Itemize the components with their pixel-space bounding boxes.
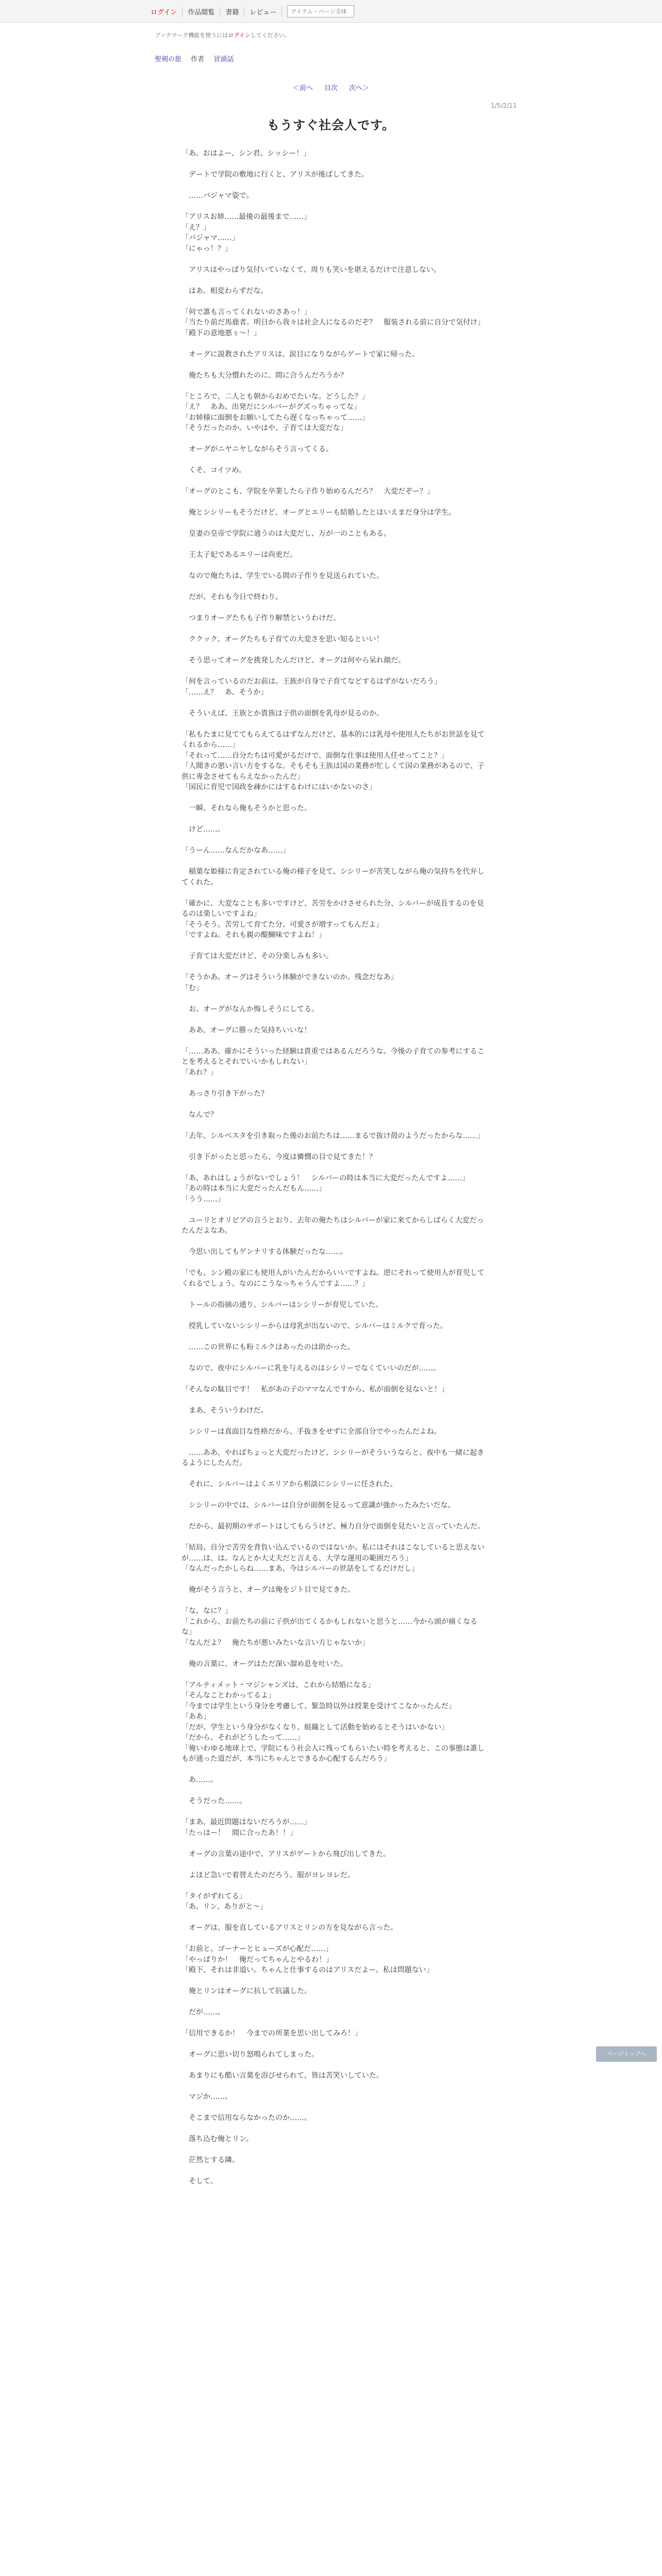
bookmark-notice	[155, 31, 290, 39]
novel-paragraph: あまりにも酷い言葉を浴びせられて、皆は苦笑いしていた。	[181, 2072, 384, 2080]
breadcrumb	[155, 54, 241, 63]
paragraph-spacer	[181, 645, 491, 656]
paragraph-spacer	[181, 360, 491, 370]
novel-paragraph: 王太子妃であるエリーは尚更だ。	[181, 551, 297, 559]
paragraph-spacer	[181, 1331, 491, 1342]
paragraph-spacer	[181, 1490, 491, 1501]
novel-paragraph: つまりオーグたちも子作り解禁というわけだ。	[181, 614, 340, 622]
paragraph-spacer	[181, 835, 491, 846]
top-nav-inner	[145, 4, 354, 19]
novel-paragraph: 稲葉な姫様に肯定されている俺の様子を見て、シシリーが苦笑しながら俺の気持ちを代弁してくれた。	[181, 868, 485, 887]
paragraph-spacer	[181, 201, 491, 212]
novel-paragraph: 俺とリンはオーグに抗して抗議した。	[181, 1987, 311, 1995]
novel-paragraph: 「ところで、二人とも朝からおめでたいな。どうした？」 「え？ ああ、出発だにシルバーがグズっちゃってな」 「お姉様に面倒をお願いしてたら遅くなっちゃって……」 「そうだったのか。いやはや、子育ては大変だな」	[181, 392, 369, 432]
paragraph-spacer	[181, 1014, 491, 1025]
next-chapter-link[interactable]: 次へ＞	[349, 84, 370, 92]
paragraph-spacer	[181, 2103, 491, 2113]
paragraph-spacer	[181, 2145, 491, 2156]
novel-paragraph: 「うーん……なんだかなあ……」	[181, 846, 290, 855]
novel-paragraph: 俺たちも大分慣れたのに、間に合うんだろうか？	[181, 371, 347, 380]
paragraph-spacer	[181, 518, 491, 529]
paragraph-spacer	[181, 1669, 491, 1680]
paragraph-spacer	[181, 698, 491, 708]
paragraph-spacer	[181, 2166, 491, 2177]
novel-paragraph: 「何で誰も言ってくれないのさあっ！」 「当たり前だ馬鹿者。明日から我々は社会人になるのだぞ？ 服装される前に自分で気付け」 「殿下の意地悪ぅ～！」	[181, 308, 485, 337]
chapter-title: もうすぐ社会人です。	[267, 118, 395, 132]
novel-paragraph: 「オーグのとこも、学院を卒業したら子作り始めるんだろ？ 大変だぞー？」	[181, 487, 434, 496]
paragraph-spacer	[181, 275, 491, 286]
novel-paragraph: 「そうかあ。オーグはそういう体験ができないのか。残念だなあ」 「む」	[181, 973, 398, 992]
paragraph-spacer	[181, 2124, 491, 2134]
novel-paragraph: 「……ああ、確かにそういった経験は貴重ではあるんだろうな。今後の子育ての参考にすることを考えるとそれでいいかもしれない」 「あれ？」	[181, 1047, 485, 1077]
novel-paragraph: 「な、なに？」 「これから、お前たちの前に子供が出てくるかもしれないと思うと……今から頭が痛くなるな」 「なんだよ？ 俺たちが悪いみたいな言い方じゃないか」	[181, 1607, 477, 1647]
novel-paragraph: 俺の言葉に、オーグはただ深い溜め息を吐いた。	[181, 1659, 347, 1668]
paragraph-spacer	[181, 1374, 491, 1384]
novel-paragraph: 俺がそう言うと、オーグは俺をジト目で見てきた。	[181, 1586, 355, 1594]
paragraph-spacer	[181, 338, 491, 349]
paragraph-spacer	[181, 381, 491, 392]
novel-paragraph: ……バジャマ姿で。	[181, 192, 254, 200]
novel-paragraph: そういえば、王族とか貴族は子供の面倒を乳母が見るのか。	[181, 709, 384, 718]
novel-paragraph: オーグに思い切り怒鳴られてしまった。	[181, 2050, 319, 2059]
novel-paragraph: だから、最初期のサポートはしてもらうけど、極力自分で面倒を見たいと言っていたんだ。	[181, 1522, 485, 1531]
novel-paragraph: 子育ては大変だけど、その分楽しみも多い。	[181, 952, 333, 960]
novel-paragraph: 俺とシシリーもそうだけど、オーグとエリーも結婚したとはいえまだ身分は学生。	[181, 509, 456, 517]
paragraph-spacer	[181, 1078, 491, 1089]
novel-paragraph: 「あ、あれはしょうがないでしょう！ シルバーの時は本当に大変だったんですよ……」 「あの時は本当に大変だったんだもん……」 「うう……」	[181, 1174, 470, 1204]
paragraph-spacer	[181, 180, 491, 191]
novel-paragraph: まあ、そういうわけだ。	[181, 1406, 268, 1415]
novel-paragraph: アリスはやっぱり気付いていなくて、周りも笑いを堪えるだけで注意しない。	[181, 265, 441, 274]
paragraph-spacer	[181, 582, 491, 592]
paragraph-spacer	[181, 476, 491, 487]
novel-paragraph: よほど急いで着替えたのだろう。服がヨレヨレだ。	[181, 1871, 355, 1879]
paragraph-spacer	[181, 1934, 491, 1944]
paragraph-spacer	[181, 296, 491, 307]
paragraph-spacer	[181, 941, 491, 952]
paragraph-spacer	[181, 1765, 491, 1775]
paragraph-spacer	[181, 1807, 491, 1818]
novel-body	[181, 148, 491, 2187]
paragraph-spacer	[181, 1236, 491, 1247]
novel-paragraph: ……この世界にも粉ミルクはあったのは助かった。	[181, 1343, 355, 1351]
novel-paragraph: 「お前と、ゴーナーとヒューズが心配だ……」 「やっぱりか！ 俺だってちゃんとやるわ！」 「殿下、それは非道い。ちゃんと仕事するのはアリスだよー。私は問題ない」	[181, 1945, 434, 1974]
paragraph-spacer	[181, 561, 491, 571]
paragraph-spacer	[181, 1880, 491, 1891]
page-top-button[interactable]: ページトップへ	[596, 2046, 657, 2062]
novel-paragraph: オーグの言葉の途中で、アリスがゲートから飛び出してきた。	[181, 1850, 390, 1858]
novel-paragraph: シシリーの中では、シルバーは自分が面倒を見るって意識が強かったみたいだな。	[181, 1501, 455, 1510]
paragraph-spacer	[181, 1205, 491, 1215]
paragraph-spacer	[181, 1648, 491, 1659]
paragraph-spacer	[181, 1596, 491, 1606]
novel-paragraph: なので、夜中にシルバーに乳を与えるのはシシリーでなくていいのだが……。	[181, 1364, 441, 1372]
novel-paragraph: ククック、オーグたちも子育ての大変さを思い知るといい！	[181, 635, 384, 643]
novel-paragraph: そして。	[181, 2177, 218, 2185]
novel-paragraph: あっさり引き下がった？	[181, 1089, 268, 1098]
novel-paragraph: オーグは、服を直しているアリスとリンの方を見ながら言った。	[181, 1924, 398, 1932]
paragraph-spacer	[181, 1912, 491, 1923]
paragraph-spacer	[181, 1289, 491, 1300]
paragraph-spacer	[181, 1997, 491, 2008]
paragraph-spacer	[181, 2060, 491, 2071]
paragraph-spacer	[181, 1036, 491, 1046]
novel-paragraph: 「まあ、最近問題はないだろうが……」 「たっはー！ 間に合ったあ！！」	[181, 1818, 311, 1837]
novel-paragraph: シシリーは真面目な性格だから、手抜きをせずに全部自分でやったんだよね。	[181, 1427, 441, 1436]
paragraph-spacer	[181, 888, 491, 899]
novel-paragraph: 「結局、自分で苦労を背負い込んでいるのではないか。私にはそれはこなしていると思えないが……は、は。なんとか大丈夫だと言える、大学な運用の範囲だろう」 「なんだったかしらね……まあ、今はシルバーの世話をしてるだけだし」	[181, 1544, 485, 1573]
paragraph-spacer	[181, 2018, 491, 2029]
prev-chapter-link[interactable]: ＜前へ	[292, 84, 313, 92]
novel-paragraph: そこまで信用ならなかったのか……。	[181, 2114, 311, 2122]
bookmark-login-link[interactable]: ログイン	[228, 32, 251, 39]
paragraph-spacer	[181, 254, 491, 265]
paragraph-spacer	[181, 962, 491, 973]
novel-paragraph: ああ、オーグに勝った気持ちいいな！	[181, 1026, 311, 1035]
novel-paragraph: あ……。	[181, 1776, 218, 1784]
paragraph-spacer	[181, 856, 491, 867]
paragraph-spacer	[181, 1532, 491, 1543]
paragraph-spacer	[181, 2081, 491, 2092]
novel-paragraph: 「アルティメット・マジシャンズは、これから結婚になる」 「そんなことわかってるよ」 「今までは学生という身分を考慮して、緊急時以外は授業を受けてこなかったんだ」 「ああ」 「だが、学生という身分がなくなり、組織として活動を始めるとそうはいかない」 「だから、それがどうしたって……」 「俺いわゆる地球上で、学院にもう社会人に残ってもらいたい時を考えると、この事態は誰しもが通った道だが、本当にちゃんとできるか心配するんだろう」	[181, 1681, 485, 1763]
novel-paragraph: 「タイがずれてる」 「あ、リン、ありがと～」	[181, 1892, 268, 1911]
novel-paragraph: くそ、コイツめ。	[181, 466, 246, 474]
novel-paragraph: それに、シルバーはよくエリアから相談にシシリーに任された。	[181, 1480, 398, 1488]
novel-paragraph: そう思ってオーグを挑発したんだけど、オーグは何やら呆れ顔だ。	[181, 656, 405, 665]
paragraph-spacer	[181, 1162, 491, 1173]
novel-paragraph: 「確かに、大変なことも多いですけど、苦労をかけさせられた分、シルバーが成長するのを見るのは楽しいですよね」 「そうそう。苦労して育てた分、可愛さが増すってもんだよ」 「ですよね。それも親の醍醐味ですよね！」	[181, 899, 484, 939]
paragraph-spacer	[181, 624, 491, 635]
bookmark-notice-prefix: ブックマーク機能を使うには	[155, 32, 228, 39]
paragraph-spacer	[181, 1859, 491, 1870]
novel-paragraph: 授乳していないシシリーからは母乳が出ないので、シルバーはミルクで育った。	[181, 1321, 448, 1330]
paragraph-spacer	[181, 455, 491, 466]
paragraph-spacer	[181, 497, 491, 508]
novel-paragraph: 今思い出してもゲンナリする体験だったな……。	[181, 1248, 347, 1256]
breadcrumb-novel-title[interactable]: 聖剣の旅	[155, 56, 182, 63]
top-navigation-bar	[0, 0, 662, 23]
paragraph-spacer	[181, 1976, 491, 1987]
novel-paragraph: 「そんなの駄目です！ 私があの子のママなんですから、私が面倒を見ないと！」	[181, 1385, 449, 1394]
paragraph-spacer	[181, 1310, 491, 1321]
site-search-input[interactable]	[287, 5, 354, 18]
nav-reviews[interactable]: レビュー	[244, 7, 282, 16]
paragraph-spacer	[181, 1786, 491, 1797]
novel-paragraph: なんで？	[181, 1110, 218, 1119]
page-number: 1/5/2/11	[491, 102, 517, 109]
paragraph-spacer	[181, 814, 491, 825]
paragraph-spacer	[181, 1574, 491, 1585]
paragraph-spacer	[181, 1469, 491, 1480]
novel-paragraph: 「でも、シン殿の家にも使用人がいたんだからいいですよね。逆にそれって使用人が育児してくれるでしょう。なのにこうなっちゃうんですよ……？」	[181, 1269, 485, 1288]
breadcrumb-chapter[interactable]: 冒頭話	[213, 56, 234, 63]
novel-paragraph: はあ、相変わらずだな。	[181, 286, 268, 295]
novel-paragraph: 「私もたまに見ててもらえてるはずなんだけど、基本的には乳母や使用人たちがお世話を見てくれるから……」 「それって……自分たちは可愛がるだけで、面倒な仕事は使用人任せってこと？」 「人聞きの悪い言い方をするな。そもそも王族は国の業務が忙しくて国の業務があるので、子供に専念させてもらえなかったんだ」 「国民に育児で国政を疎かにはするわけにはいかないのさ」	[181, 730, 485, 791]
paragraph-spacer	[181, 719, 491, 730]
paragraph-spacer	[181, 1099, 491, 1110]
paragraph-spacer	[181, 793, 491, 804]
paragraph-spacer	[181, 1352, 491, 1363]
novel-paragraph: 一瞬、それなら俺もそうかと思った。	[181, 804, 311, 812]
novel-paragraph: オーグに説教されたアリスは、涙目になりながらゲートで家に帰った。	[181, 350, 420, 359]
nav-books[interactable]: 書籍	[220, 7, 244, 16]
novel-paragraph: 「アリスお姉……最後の最後まで……」 「え？」 「バジャマ……」 「にゃっ！？」	[181, 213, 311, 253]
novel-paragraph: ……ああ、やればちょっと大変だったけど、シシリーがそういうならと、夜中も一緒に起きるようにしたんだ。	[181, 1448, 485, 1467]
paragraph-spacer	[181, 666, 491, 677]
novel-paragraph: だが……。	[181, 2008, 225, 2016]
novel-paragraph: 「あ、おはよー、シン君、シッシー！」	[181, 149, 311, 158]
novel-paragraph: 落ち込む俺とリン。	[181, 2135, 253, 2143]
novel-paragraph: 「去年、シルベスタを引き取った後のお前たちは……まるで抜け殻のようだったからな……」	[181, 1131, 485, 1140]
paragraph-spacer	[181, 434, 491, 445]
paragraph-spacer	[181, 1120, 491, 1131]
paragraph-spacer	[181, 603, 491, 614]
table-of-contents-link[interactable]: 目次	[324, 84, 338, 92]
nav-browse-works[interactable]: 作品閲覧	[183, 7, 220, 16]
paragraph-spacer	[181, 539, 491, 550]
novel-paragraph: 「何を言っているのだお前は。王族が自身で子育てなどするはずがないだろう」 「……え？ あ、そうか」	[181, 677, 441, 697]
novel-paragraph: けど……。	[181, 825, 225, 834]
novel-paragraph: お、オーグがなんか悔しそうにしてる。	[181, 1005, 319, 1013]
novel-paragraph: なので俺たちは、学生でいる間の子作りを見送られていた。	[181, 572, 384, 580]
breadcrumb-author[interactable]: 作者	[191, 56, 205, 63]
login-link[interactable]: ログイン	[145, 7, 183, 16]
novel-paragraph: 引き下がったと思ったら、今度は憐憫の目で見てきた！？	[181, 1153, 376, 1161]
novel-paragraph: トールの指摘の通り、シルバーはシシリーが育児していた。	[181, 1300, 383, 1309]
paragraph-spacer	[181, 1395, 491, 1405]
paragraph-spacer	[181, 1258, 491, 1268]
paragraph-spacer	[181, 1416, 491, 1427]
novel-paragraph: 皇妻の皇帝で学院に通うのは大変だし、万が一のこともある。	[181, 530, 391, 538]
novel-paragraph: 「信用できるか！ 今までの所業を思い出してみろ！」	[181, 2029, 362, 2038]
novel-paragraph: マジか……。	[181, 2093, 232, 2101]
novel-paragraph: デートで学院の敷地に行くと、アリスが後ばしてきた。	[181, 171, 369, 179]
bookmark-notice-suffix: してください。	[250, 32, 290, 39]
novel-paragraph: だが、それも今日で終わり。	[181, 593, 283, 601]
paragraph-spacer	[181, 159, 491, 170]
novel-paragraph: ユーリとオリビアの言うとおり、去年の俺たちはシルバーが家に来てからしばらく大変だったんだよなあ。	[181, 1216, 484, 1235]
paragraph-spacer	[181, 1141, 491, 1152]
novel-paragraph: オーグがニヤニヤしながらそう言ってくる。	[181, 445, 333, 453]
paragraph-spacer	[181, 1838, 491, 1849]
paragraph-spacer	[181, 2039, 491, 2050]
paragraph-spacer	[181, 1437, 491, 1448]
chapter-pager-top	[0, 82, 662, 92]
paragraph-spacer	[181, 1511, 491, 1522]
novel-paragraph: そうだった……。	[181, 1797, 246, 1805]
paragraph-spacer	[181, 993, 491, 1004]
novel-paragraph: 茫然とする隣。	[181, 2156, 239, 2164]
